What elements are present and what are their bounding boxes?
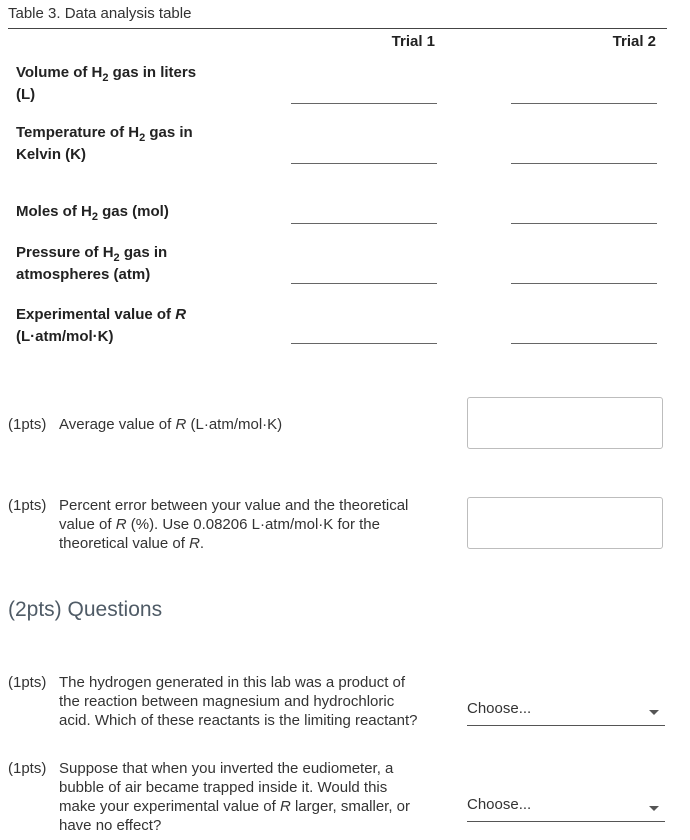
question-2-points: (1pts) [8,760,47,777]
questions-section-title: (2pts) Questions [8,598,163,621]
pressure-trial-1-blank[interactable] [291,283,437,284]
column-header-trial-1: Trial 1 [391,33,435,50]
temperature-trial-1-blank[interactable] [291,163,437,164]
question-1-points: (1pts) [8,674,47,691]
caret-down-icon [649,710,659,715]
moles-trial-2-blank[interactable] [511,223,657,224]
average-r-prompt: Average value of R (L·atm/mol·K) [59,416,283,433]
table-caption: Table 3. Data analysis table [8,5,192,22]
question-2-prompt: Suppose that when you inverted the eudiometer, a bubble of air became trapped inside it. Would this make your experimental value of R larger, smaller, or have no effect? [59,760,411,834]
average-r-input[interactable] [467,397,663,449]
pressure-trial-2-blank[interactable] [511,283,657,284]
column-header-trial-2: Trial 2 [612,33,656,50]
volume-trial-2-blank[interactable] [511,103,657,104]
percent-error-prompt: Percent error between your value and the theoretical value of R (%). Use 0.08206 L·atm/mol·K for the theoretical value of R. [59,497,409,552]
question-1-select[interactable] [467,696,665,726]
caret-down-icon [649,806,659,811]
question-2-select[interactable] [467,792,665,822]
percent-error-points: (1pts) [8,497,47,514]
average-r-points: (1pts) [8,416,47,433]
row-label-moles: Moles of $H_2$ gas (mol) [16,203,169,223]
row-label-temperature: Temperature of $H_2$ gas in Kelvin (K) [16,124,193,163]
volume-trial-1-blank[interactable] [291,103,437,104]
percent-error-input[interactable] [467,497,663,549]
moles-trial-1-blank[interactable] [291,223,437,224]
question-1-select-value: Choose... [467,700,532,717]
question-1-prompt: The hydrogen generated in this lab was a product of the reaction between magnesium and hydrochloric acid. Which of these reactants is the limiting reactant? [59,674,418,729]
row-label-pressure: Pressure of $H_2$ gas in atmospheres (atm) [16,244,168,283]
question-2-select-value: Choose... [467,796,532,813]
experimental-r-trial-1-blank[interactable] [291,343,437,344]
caption-divider [8,28,667,29]
temperature-trial-2-blank[interactable] [511,163,657,164]
experimental-r-trial-2-blank[interactable] [511,343,657,344]
row-label-volume: Volume of $H_2$ gas in liters (L) [16,64,197,103]
row-label-experimental-r: Experimental value of R (L·atm/mol·K) [16,306,187,345]
